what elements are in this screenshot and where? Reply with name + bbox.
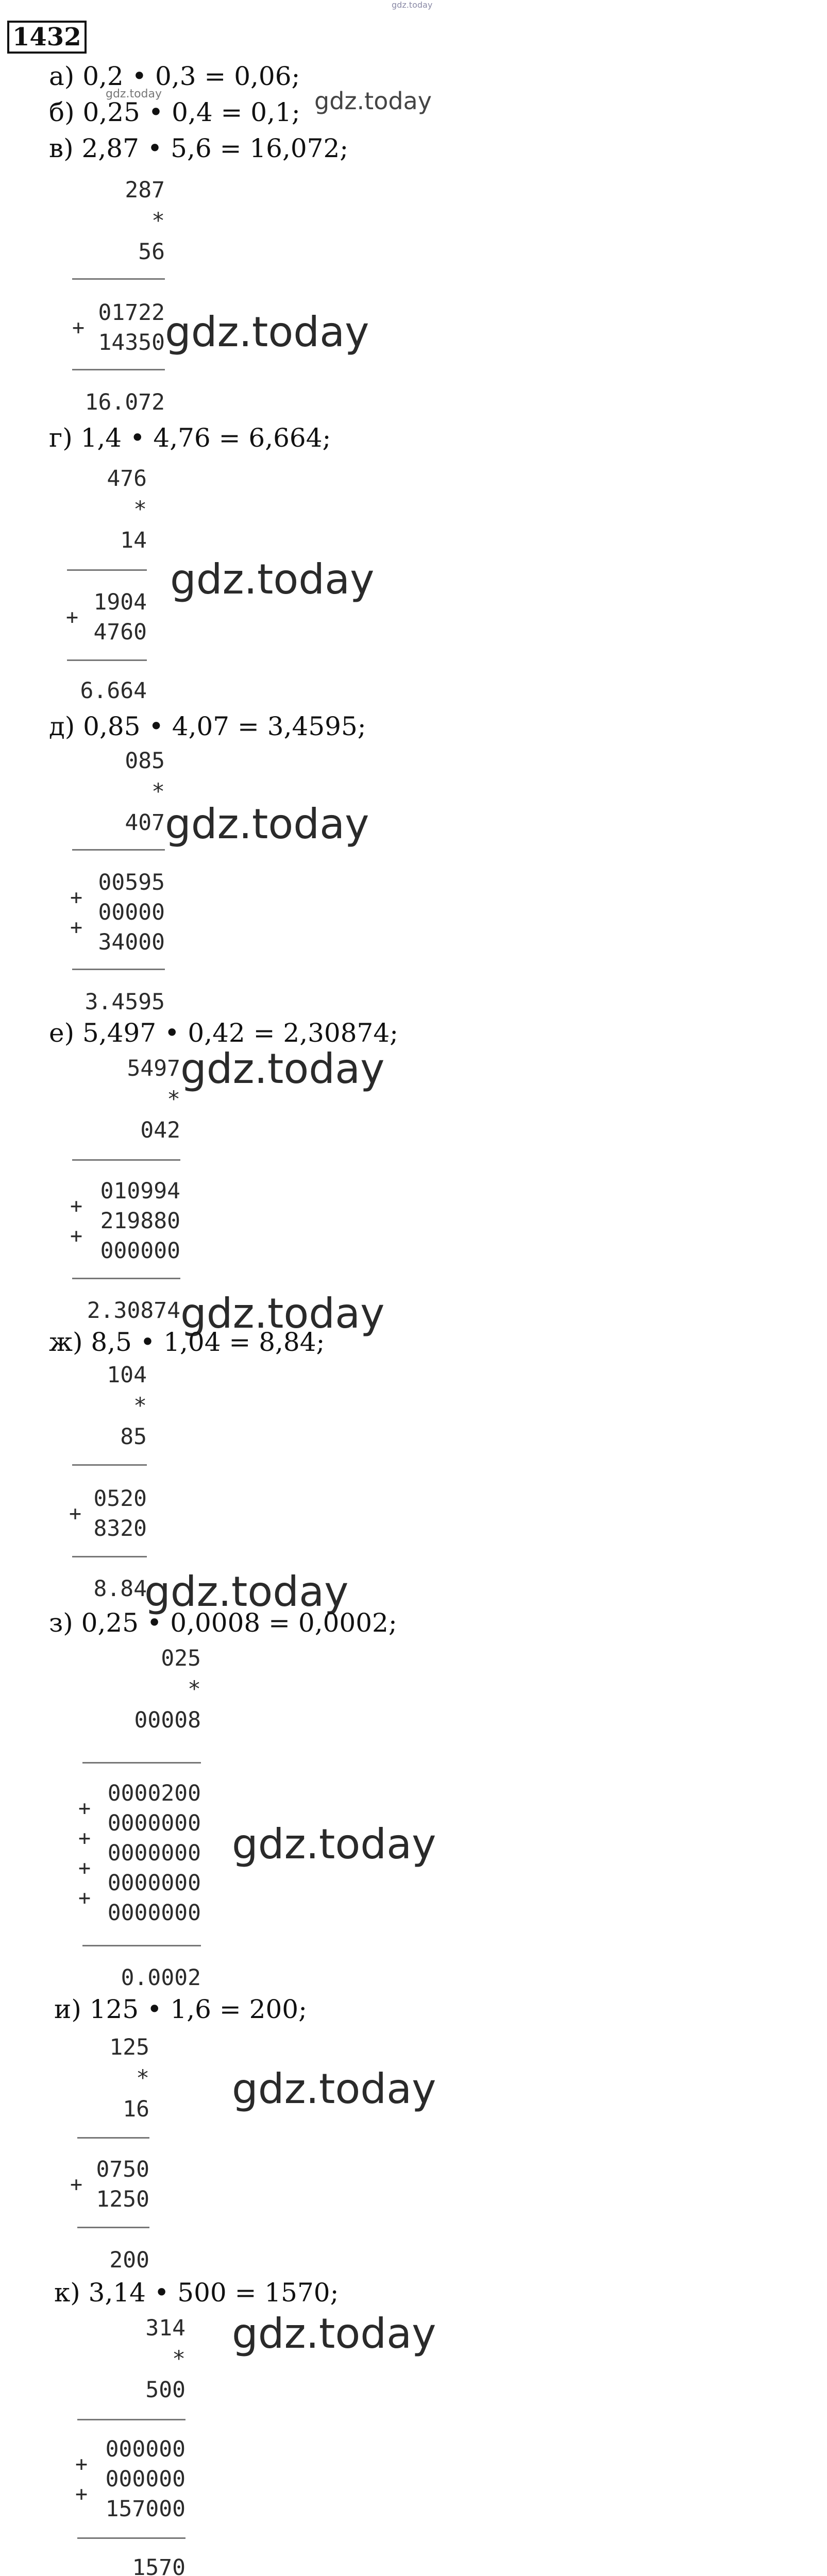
multiplicand: 314 (145, 2315, 185, 2341)
result: 3.4595 (85, 989, 165, 1015)
rule (72, 1464, 147, 1466)
result: 2.30874 (87, 1298, 180, 1324)
partial-product: 0000000 (107, 1900, 201, 1926)
equation-z: з) 0,25 • 0,0008 = 0,0002; (49, 1608, 397, 1638)
equation-k: к) 3,14 • 500 = 1570; (54, 2278, 339, 2308)
result: 16.072 (85, 389, 165, 415)
multiplier: 14 (120, 528, 147, 553)
equation-v: в) 2,87 • 5,6 = 16,072; (49, 133, 349, 163)
partial-product: 00000 (98, 900, 165, 925)
rule (72, 1159, 180, 1161)
partial-product: 000000 (105, 2466, 185, 2492)
multiplier: 56 (138, 239, 165, 265)
multiplicand: 5497 (127, 1056, 180, 1081)
multiplier: 407 (125, 810, 165, 836)
rule (77, 2137, 149, 2139)
equation-g: г) 1,4 • 4,76 = 6,664; (49, 423, 331, 453)
multiplicand: 104 (107, 1362, 147, 1388)
plus-sign: + (75, 2452, 88, 2476)
plus-sign: + (78, 1886, 91, 1910)
multiplicand: 476 (107, 466, 147, 492)
result: 8.84 (93, 1576, 147, 1602)
plus-sign: + (70, 1224, 83, 1248)
partial-product: 0000000 (107, 1840, 201, 1866)
plus-sign: + (70, 886, 83, 909)
rule (72, 1278, 180, 1279)
equation-b: б) 0,25 • 0,4 = 0,1; (49, 97, 300, 127)
multiply-sign: * (172, 2346, 185, 2372)
plus-sign: + (70, 2173, 83, 2196)
result: 6.664 (80, 678, 147, 704)
multiply-sign: * (167, 1087, 180, 1112)
equation-a: а) 0,2 • 0,3 = 0,06; (49, 61, 300, 91)
plus-sign: + (69, 1502, 82, 1526)
plus-sign: + (75, 2482, 88, 2506)
multiply-sign: * (133, 1393, 147, 1419)
partial-product: 1904 (93, 589, 147, 615)
partial-product: 219880 (100, 1208, 180, 1234)
rule (77, 2537, 185, 2539)
task-number: 1432 (7, 21, 87, 54)
watermark: gdz.today (170, 555, 375, 603)
partial-product: 01722 (98, 300, 165, 326)
result: 1570 (132, 2555, 185, 2576)
multiplicand: 125 (109, 2035, 149, 2060)
equation-d: д) 0,85 • 4,07 = 3,4595; (49, 711, 366, 741)
multiply-sign: * (151, 208, 165, 234)
multiply-sign: * (151, 779, 165, 805)
partial-product: 8320 (93, 1516, 147, 1541)
watermark: gdz.today (165, 800, 369, 848)
partial-product: 010994 (100, 1178, 180, 1204)
plus-sign: + (78, 1856, 91, 1880)
partial-product: 157000 (105, 2496, 185, 2522)
equation-e: е) 5,497 • 0,42 = 2,30874; (49, 1018, 399, 1048)
partial-product: 1250 (96, 2187, 149, 2212)
watermark: gdz.today (144, 1568, 349, 1616)
multiplicand: 025 (161, 1646, 201, 1671)
multiplier: 00008 (134, 1707, 201, 1733)
rule (72, 969, 165, 970)
plus-sign: + (70, 1194, 83, 1218)
multiplier: 042 (140, 1117, 180, 1143)
plus-sign: + (72, 316, 85, 340)
partial-product: 0750 (96, 2157, 149, 2182)
multiplier: 500 (145, 2377, 185, 2403)
partial-product: 14350 (98, 330, 165, 355)
rule (82, 1762, 201, 1764)
multiplier: 16 (123, 2096, 149, 2122)
rule (72, 1556, 147, 1557)
rule (77, 2419, 185, 2420)
rule (67, 569, 147, 571)
multiplier: 85 (120, 1424, 147, 1450)
top-watermark: gdz.today (392, 0, 433, 10)
rule (67, 659, 147, 661)
partial-product: 000000 (105, 2436, 185, 2462)
multiply-sign: * (136, 2065, 149, 2091)
rule (72, 849, 165, 851)
watermark: gdz.today (314, 87, 432, 115)
partial-product: 34000 (98, 929, 165, 955)
plus-sign: + (78, 1826, 91, 1850)
partial-product: 4760 (93, 619, 147, 645)
partial-product: 0520 (93, 1486, 147, 1512)
small-watermark: gdz.today (106, 88, 162, 100)
plus-sign: + (66, 605, 79, 629)
equation-i: и) 125 • 1,6 = 200; (54, 1994, 307, 2024)
partial-product: 000000 (100, 1238, 180, 1264)
watermark: gdz.today (180, 1045, 385, 1093)
partial-product: 00595 (98, 870, 165, 895)
watermark: gdz.today (165, 308, 369, 356)
partial-product: 0000000 (107, 1870, 201, 1896)
equation-zh: ж) 8,5 • 1,04 = 8,84; (49, 1327, 325, 1357)
rule (72, 278, 165, 280)
multiplicand: 287 (125, 177, 165, 203)
multiplicand: 085 (125, 748, 165, 774)
plus-sign: + (70, 916, 83, 939)
multiply-sign: * (188, 1676, 201, 1702)
partial-product: 0000000 (107, 1810, 201, 1836)
rule (72, 369, 165, 370)
multiply-sign: * (133, 497, 147, 522)
watermark: gdz.today (232, 1820, 436, 1868)
rule (77, 2227, 149, 2228)
result: 200 (109, 2247, 149, 2273)
watermark: gdz.today (232, 2065, 436, 2113)
watermark: gdz.today (232, 2310, 436, 2358)
watermark: gdz.today (180, 1290, 385, 1337)
plus-sign: + (78, 1797, 91, 1820)
partial-product: 0000200 (107, 1781, 201, 1806)
rule (82, 1945, 201, 1946)
result: 0.0002 (121, 1965, 201, 1991)
